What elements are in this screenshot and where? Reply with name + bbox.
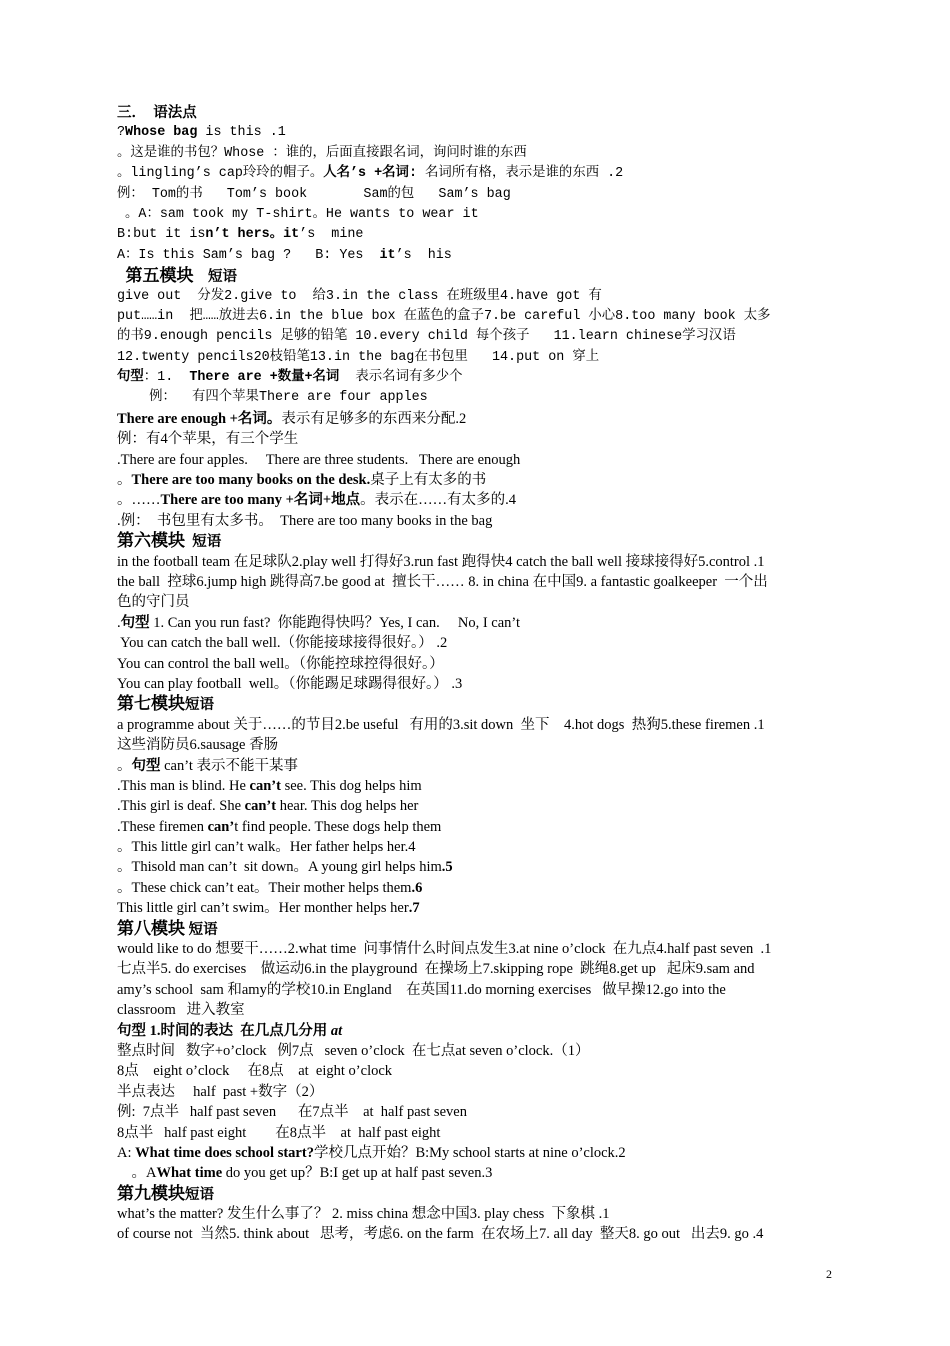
text-run: 第八模块: [117, 918, 185, 938]
text-line: [117, 470, 835, 490]
text-run: 表示有足够多的东西来分配.2: [281, 410, 467, 427]
text-run: 第九模块: [117, 1183, 185, 1203]
text-run: at: [327, 1022, 343, 1039]
text-line: [117, 1143, 835, 1163]
text-run: You can catch the ball well.（你能接球接得很好。） .2: [117, 635, 448, 652]
text-run: You can control the ball well。（你能控球控得很好。）: [117, 655, 444, 672]
text-run: 例： 有四个苹果There are four apples: [117, 390, 428, 406]
text-line: [117, 552, 835, 572]
text-run: .This girl is deaf. She: [117, 798, 245, 815]
text-run: 。These chick can’t eat。Their mother helps them: [117, 879, 412, 896]
text-line: [117, 511, 835, 531]
text-run: 。This little girl can’t walk。Her father helps her.4: [117, 839, 416, 856]
text-line: [117, 307, 835, 327]
text-run: in the football team 在足球队2.play well 打得好3.run fast 跑得快4 catch the ball well 接球接得好5.control .1: [117, 553, 765, 570]
text-run: 人名’s +名词:: [323, 166, 417, 182]
text-run: ’s mine: [299, 227, 364, 243]
text-run: 。A：sam took my T-shirt。He wants to wear it: [117, 206, 479, 222]
text-line: [117, 613, 835, 633]
text-run: 色的守门员: [117, 594, 190, 611]
text-line: [117, 490, 835, 510]
text-run: .5: [441, 859, 453, 876]
text-run: .7: [408, 900, 420, 917]
text-run: ：1.: [143, 370, 190, 386]
text-run: What time: [156, 1165, 223, 1182]
text-run: 。表示在……有太多的.4: [360, 492, 517, 509]
text-run: There are too many books on the desk.: [131, 472, 371, 489]
text-line: [117, 1000, 835, 1020]
text-run: 短语: [185, 1186, 214, 1203]
text-run: 这些消防员6.sausage 香肠: [117, 737, 279, 754]
text-run: There are +数量+名词: [189, 370, 340, 386]
text-line: [117, 429, 835, 449]
text-line: [117, 327, 835, 347]
text-run: 。这是谁的书包？Whose ：谁的，后面直接跟名词，询问时谁的东西: [117, 145, 527, 161]
page-number: 2: [826, 1267, 832, 1281]
text-line: [117, 348, 835, 368]
text-run: t find people. These dogs help them: [234, 818, 442, 835]
text-run: 8点 eight o’clock 在8点 at eight o’clock: [117, 1063, 393, 1080]
text-run: .: [117, 614, 121, 631]
text-run: 表示名词有多少个: [339, 370, 463, 386]
text-run: .These firemen: [117, 818, 208, 835]
text-line: [117, 1204, 835, 1224]
text-run: amy’s school sam 和amy的学校10.in England 在英国11.do morning exercises 做早操12.go into the: [117, 981, 726, 998]
text-run: the ball 控球6.jump high 跳得高7.be good at 擅长干…… 8. in china 在中国9. a fantastic goalkeeper 一个出: [117, 573, 768, 590]
text-line: [117, 1102, 835, 1122]
text-run: 。lingling’s cap玲玲的帽子。: [117, 166, 324, 182]
text-run: 第五模块: [117, 266, 194, 286]
text-run: A:: [117, 1144, 136, 1161]
text-line: [117, 817, 835, 837]
section-heading: [117, 266, 835, 286]
text-run: of course not 当然5. think about 思考，考虑6. on the farm 在农场上7. all day 整天8. go out 出去9. go .4: [117, 1226, 764, 1243]
text-run: 。A: [117, 1165, 157, 1182]
text-line: [117, 287, 835, 307]
text-run: B:but it is: [117, 227, 206, 243]
section-heading: [117, 531, 835, 551]
text-line: [117, 123, 835, 143]
text-run: .例： 书包里有太多书。 There are too many books in the bag: [117, 512, 493, 529]
text-run: 例：有4个苹果，有三个学生: [117, 431, 299, 448]
text-line: [117, 144, 835, 164]
text-line: [117, 164, 835, 184]
text-line: [117, 796, 835, 816]
text-run: 句型: [117, 370, 144, 386]
text-run: 短语: [185, 921, 218, 938]
section-heading: [117, 919, 835, 939]
text-run: hear. This dog helps her: [276, 798, 419, 815]
document-body: [117, 103, 835, 1245]
text-run: .6: [411, 879, 423, 896]
text-line: [117, 715, 835, 735]
text-line: [117, 246, 835, 266]
text-run: a programme about 关于……的节目2.be useful 有用的3.sit down 坐下 4.hot dogs 热狗5.these firemen .1: [117, 716, 765, 733]
text-line: [117, 980, 835, 1000]
text-line: [117, 450, 835, 470]
text-line: [117, 185, 835, 205]
text-run: 例： Tom的书 Tom’s book Sam的包 Sam’s bag: [117, 186, 511, 202]
text-run: what’s the matter? 发生什么事了？ 2. miss china 想念中国3. play chess 下象棋 .1: [117, 1206, 610, 1223]
text-line: [117, 1123, 835, 1143]
text-run: 第七模块: [117, 694, 185, 714]
text-run: 桌子上有太多的书: [370, 472, 487, 489]
text-run: can’: [207, 818, 235, 835]
text-run: see. This dog helps him: [280, 777, 422, 794]
text-line: [117, 1041, 835, 1061]
text-run: would like to do 想要干……2.what time 问事情什么时间点发生3.at nine o’clock 在九点4.half past seven .1: [117, 941, 772, 958]
text-run: 名词所有格，表示是谁的东西 .2: [416, 166, 624, 182]
text-line: [117, 1082, 835, 1102]
text-run: 8点半 half past eight 在8点半 at half past eight: [117, 1124, 441, 1141]
text-run: 的书9.enough pencils 足够的铅笔 10.every child 每个孩子 11.learn chinese学习汉语: [117, 329, 736, 345]
text-run: 七点半5. do exercises 做运动6.in the playground 在操场上7.skipping rope 跳绳8.get up 起床9.sam and: [117, 961, 755, 978]
text-run: What time does school start?: [135, 1144, 314, 1161]
text-run: ’s his: [395, 247, 452, 263]
text-run: put……in 把……放进去6.in the blue box 在蓝色的盒子7.be careful 小心8.too many book 太多: [117, 308, 771, 324]
text-run: 半点表达 half past +数字（2）: [117, 1083, 324, 1100]
text-run: 整点时间 数字+o’clock 例7点 seven o’clock 在七点at seven o’clock.（1）: [117, 1042, 590, 1059]
text-run: 。: [117, 757, 132, 774]
text-run: There are too many +名词+地点: [160, 492, 361, 509]
text-line: [117, 633, 835, 653]
text-line: [117, 878, 835, 898]
text-run: do you get up？B:I get up at half past seven.3: [222, 1165, 493, 1182]
text-run: A：Is this Sam’s bag ? B: Yes: [117, 247, 380, 263]
text-line: [117, 1061, 835, 1081]
text-run: This little girl can’t swim。Her monther helps her: [117, 900, 409, 917]
text-run: n’t hers。it: [205, 227, 300, 243]
text-run: 短语: [185, 534, 222, 551]
text-line: [117, 572, 835, 592]
text-run: 。Thisold man can’t sit down。A young girl helps him: [117, 859, 442, 876]
text-run: is this .1: [197, 125, 286, 141]
text-run: it: [379, 247, 396, 263]
text-run: .This man is blind. He: [117, 777, 250, 794]
text-run: 12.twenty pencils20枝铅笔13.in the bag在书包里 14.put on 穿上: [117, 349, 600, 365]
text-line: [117, 1163, 835, 1183]
text-line: [117, 898, 835, 918]
text-line: [117, 959, 835, 979]
section-heading: [117, 694, 835, 714]
text-run: 1. Can you run fast? 你能跑得快吗？Yes, I can. No, I can’t: [149, 614, 520, 631]
text-line: [117, 103, 835, 123]
text-line: [117, 368, 835, 388]
text-line: [117, 409, 835, 429]
section-heading: [117, 1184, 835, 1204]
text-run: 学校几点开始？B:My school starts at nine o’clock.2: [313, 1144, 626, 1161]
text-line: [117, 592, 835, 612]
text-run: .There are four apples. There are three students. There are enough: [117, 451, 521, 468]
text-run: 。……: [117, 492, 161, 509]
text-run: 三． 语法点: [117, 105, 197, 121]
text-line: [117, 939, 835, 959]
text-line: [117, 776, 835, 796]
text-line: [117, 735, 835, 755]
text-line: [117, 654, 835, 674]
text-line: [117, 225, 835, 245]
text-run: 例: 7点半 half past seven 在7点半 at half past seven: [117, 1104, 467, 1121]
text-run: There are enough +名词。: [117, 410, 282, 427]
text-run: 句型 1.时间的表达 在几点几分用: [117, 1022, 328, 1039]
text-run: Whose bag: [125, 125, 198, 141]
text-line: [117, 674, 835, 694]
text-run: 第六模块: [117, 531, 185, 551]
text-run: 。: [117, 472, 132, 489]
text-line: [117, 837, 835, 857]
text-run: 短语: [185, 697, 214, 714]
text-line: [117, 1224, 835, 1244]
text-run: can’t: [249, 777, 281, 794]
text-line: [117, 756, 835, 776]
text-run: You can play football well。（你能踢足球踢得很好。） .3: [117, 675, 463, 692]
text-run: give out 分发2.give to 给3.in the class 在班级里4.have got 有: [117, 288, 602, 304]
text-run: 句型: [120, 614, 150, 631]
text-run: can’t 表示不能干某事: [160, 757, 298, 774]
text-line: [117, 205, 835, 225]
text-run: classroom 进入教室: [117, 1002, 245, 1019]
text-line: [117, 1021, 835, 1041]
text-run: can’t: [244, 798, 277, 815]
text-line: [117, 388, 835, 408]
text-run: 句型: [131, 757, 161, 774]
text-run: ?: [117, 125, 126, 141]
text-run: 短语: [193, 269, 237, 286]
text-line: [117, 857, 835, 877]
